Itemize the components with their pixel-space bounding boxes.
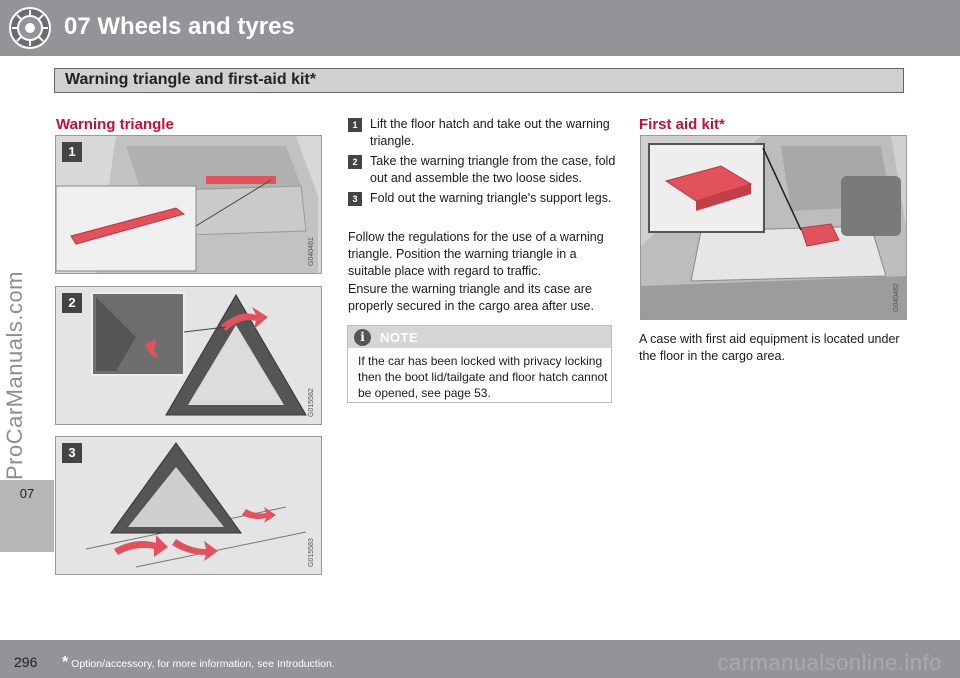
step-text: Lift the floor hatch and take out the warning triangle. <box>370 117 610 148</box>
section-title: Warning triangle and first-aid kit* <box>65 71 316 88</box>
note-text: If the car has been locked with privacy locking then the boot lid/tailgate and floor hatch cannot be opened, see page 53. <box>358 354 608 400</box>
first-aid-kit-heading: First aid kit* <box>639 116 725 133</box>
paragraph-secure: Ensure the warning triangle and its case are properly secured in the cargo area after use. <box>348 282 594 313</box>
warning-triangle-heading: Warning triangle <box>56 116 174 133</box>
note-header <box>348 326 611 348</box>
side-watermark: ProCarManuals.com <box>2 270 27 480</box>
step-3 <box>348 190 618 226</box>
info-icon: i <box>354 329 371 346</box>
paragraph-first-aid: A case with first aid equipment is located under the floor in the cargo area. <box>639 332 900 363</box>
step-1 <box>348 116 618 152</box>
first-aid-kit-illustration <box>641 136 907 320</box>
note-box <box>347 325 612 403</box>
step-text: Fold out the warning triangle's support legs. <box>370 191 612 205</box>
figure-first-aid-kit <box>640 135 907 320</box>
figure-number-3: 3 <box>62 443 82 463</box>
footnote-star: * <box>62 654 69 671</box>
footnote <box>62 654 335 672</box>
page-number: 296 <box>14 654 38 670</box>
paragraph-regulations: Follow the regulations for the use of a warning triangle. Position the warning triangle in a suitable place with regard to traffic. <box>348 230 604 278</box>
page-footer <box>0 640 960 678</box>
footnote-text: Option/accessory, for more information, see Introduction. <box>68 658 335 670</box>
figure-support-legs <box>55 436 322 575</box>
figure-code-1: G040481 <box>308 237 315 266</box>
chapter-title: 07 Wheels and tyres <box>64 13 295 40</box>
figure-code-4: G040482 <box>893 283 900 312</box>
triangle-assembly-illustration <box>56 287 322 425</box>
figure-assemble-triangle <box>55 286 322 425</box>
section-title-bar <box>54 68 904 93</box>
chapter-header <box>0 0 960 56</box>
bottom-watermark: carmanualsonline.info <box>717 650 942 675</box>
note-title: NOTE <box>380 330 419 345</box>
step-2 <box>348 153 618 189</box>
figure-number-2: 2 <box>62 293 82 313</box>
support-legs-illustration <box>56 437 322 575</box>
step-text: Take the warning triangle from the case, fold out and assemble the two loose sides. <box>370 154 616 185</box>
figure-code-2: G015582 <box>308 388 315 417</box>
figure-code-3: G015583 <box>308 538 315 567</box>
figure-cargo-area <box>55 135 322 274</box>
tyre-icon <box>8 6 52 50</box>
step-number: 3 <box>348 192 362 206</box>
cargo-area-illustration <box>56 136 322 274</box>
step-number: 2 <box>348 155 362 169</box>
chapter-tab-label: 07 <box>19 486 35 501</box>
step-number: 1 <box>348 118 362 132</box>
figure-number-1: 1 <box>62 142 82 162</box>
